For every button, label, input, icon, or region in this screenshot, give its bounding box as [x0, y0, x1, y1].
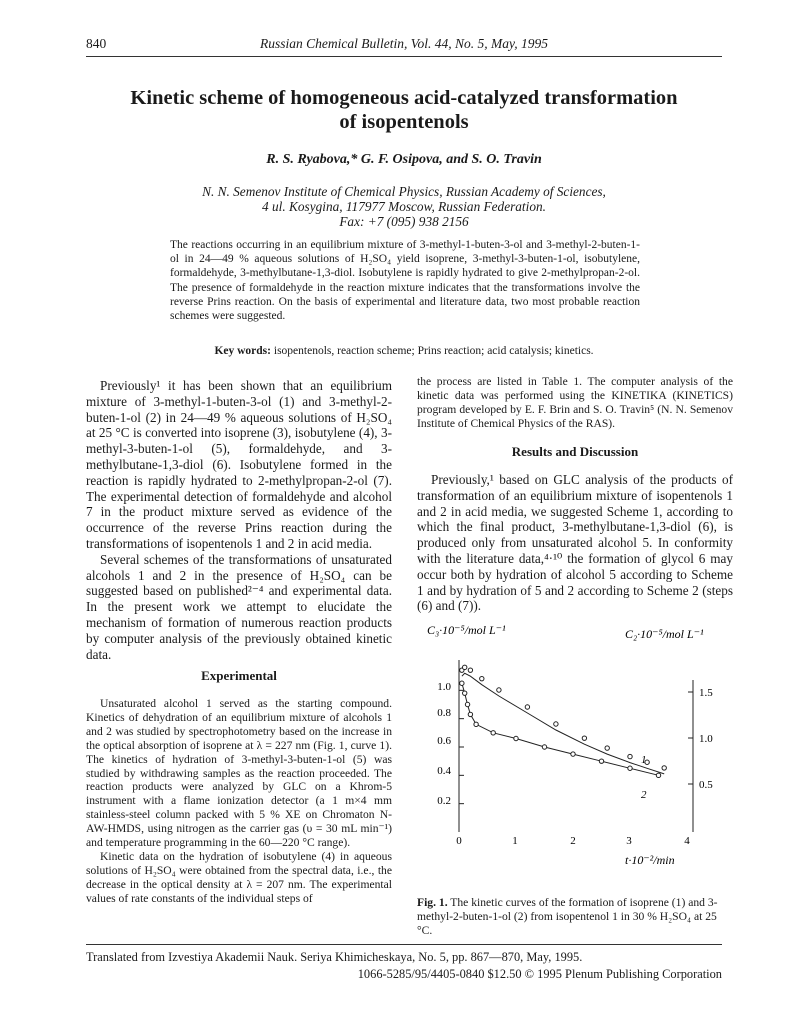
left-tick-label: 0.2 — [437, 795, 451, 807]
affiliation-line: 4 ul. Kosygina, 117977 Moscow, Russian Federation. — [262, 199, 546, 214]
data-point-series-2 — [491, 731, 495, 735]
keywords — [86, 345, 722, 357]
right-tick-label: 1.0 — [699, 733, 713, 745]
section-heading-results: Results and Discussion — [511, 444, 639, 459]
left-tick-marks — [459, 690, 464, 803]
translation-note: Translated from Izvestiya Akademii Nauk. Seriya Khimicheskaya, No. 5, pp. 867—870, May, 1995. — [86, 950, 583, 964]
data-point-series-2 — [571, 752, 575, 756]
x-tick-label: 3 — [626, 835, 632, 847]
data-point-series-2 — [463, 691, 467, 695]
curve-1-points — [460, 665, 667, 770]
left-axis-label: C₃·10⁻⁵/mol L⁻¹ — [427, 623, 506, 637]
body-paragraph: Kinetic data on the hydration of isobutylene (4) in aqueous solutions of H₂SO₄ were obtained from the spectral data, i.e., the decrease in the optical density at λ = 207 nm. The experimental values of rate constants of the individual steps of — [86, 849, 392, 905]
page-number: 840 — [86, 36, 107, 51]
body-paragraph: Unsaturated alcohol 1 served as the starting compound. Kinetics of dehydration of an equilibrium mixture of alcohols 1 and 2 was studied by spectrophotometry based on the increase in the optical absorption of isoprene at λ = 227 nm (Fig. 1, curve 1). The kinetics of hydration of 3-methyl-3-buten-1-ol (5) was studied by withdrawing samples as the reaction proceeded. The reaction products were analyzed by GLC on a Khrom-5 instrument with a flame ionization detector (a 1 m×4 mm stainless-steel column packed with 5 % XE on Chromaton N-AW-HMDS, using nitrogen as the carrier gas (υ = 30 mL min⁻¹) and temperature programming in the 60—220 °C range). — [86, 697, 392, 850]
authors: R. S. Ryabova,* G. F. Osipova, and S. O. Travin — [266, 152, 542, 167]
caption-label: Fig. 1. — [417, 896, 448, 909]
copyright-line: 1066-5285/95/4405-0840 $12.50 © 1995 Plenum Publishing Corporation — [357, 967, 722, 981]
data-point-series-2 — [465, 702, 469, 706]
kinetic-curves-chart — [417, 618, 737, 894]
section-heading-experimental: Experimental — [201, 668, 277, 683]
data-point-series-2 — [474, 722, 478, 726]
data-point-series-2 — [599, 759, 603, 763]
data-point-series-1 — [662, 766, 666, 770]
running-header — [86, 34, 722, 57]
footer-rule — [86, 944, 722, 945]
body-paragraph: Previously,¹ based on GLC analysis of the products of transformation of an equilibrium mixture of isopentenols 1 and 2 in acid media, we suggested Scheme 1, according to which the final product, 3-methylbutane-1,3-diol (6), is produced only from unsaturated alcohol 5. In conformity with the literature data,⁴·¹⁰ the formation of glycol 6 may occur both by hydration of alcohol 5 according to Scheme 1 and by hydration of 5 and 2 according to Scheme 2 (steps (6) and (7)). — [417, 472, 733, 614]
affiliation-line: N. N. Semenov Institute of Chemical Physics, Russian Academy of Sciences, — [202, 184, 606, 199]
figure-caption — [417, 896, 733, 938]
data-point-series-2 — [656, 773, 660, 777]
data-point-series-1 — [582, 736, 586, 740]
curve-1-label: 1 — [641, 754, 647, 766]
data-point-series-2 — [628, 766, 632, 770]
left-column-intro — [86, 378, 392, 662]
left-tick-label: 0.4 — [437, 765, 451, 777]
x-tick-label: 4 — [684, 835, 690, 847]
affiliation — [86, 184, 722, 229]
x-tick-label: 2 — [570, 835, 576, 847]
affiliation-line: Fax: +7 (095) 938 2156 — [339, 214, 469, 229]
right-axis-label: C₂·10⁻⁵/mol L⁻¹ — [625, 627, 704, 641]
journal-citation: Russian Chemical Bulletin, Vol. 44, No. 5, May, 1995 — [260, 36, 548, 51]
right-tick-marks — [688, 692, 693, 784]
right-tick-label: 0.5 — [699, 779, 713, 791]
keywords-label: Key words: — [214, 345, 271, 357]
data-point-series-2 — [514, 736, 518, 740]
left-tick-label: 1.0 — [437, 681, 451, 693]
curve-2-label: 2 — [641, 789, 647, 801]
paper-title — [86, 86, 722, 134]
curve-2-line — [462, 683, 659, 775]
data-point-series-1 — [628, 754, 632, 758]
abstract: The reactions occurring in an equilibrium mixture of 3-methyl-1-buten-3-ol and 3-methyl-2-buten-1-ol in 24—49 % aqueous solutions of H₂SO₄ yield isoprene, 3-methyl-3-buten-1-ol, isobutylene, formaldehyde, 3-methylbutane-1,3-diol. Isobutylene is rapidly hydrated to give 2-methylpropan-2-ol. The presence of formaldehyde in the reaction mixture indicates that the transformations involve the reverse Prins reaction. On the basis of experimental and literature data, two most probable reaction schemes were suggested. — [170, 239, 640, 323]
caption-text: The kinetic curves of the formation of isoprene (1) and 3-methyl-2-buten-1-ol (2) from isopentenol 1 in 30 % H₂SO₄ at 25 °C. — [417, 896, 718, 937]
data-point-series-1 — [605, 746, 609, 750]
x-tick-label: 0 — [456, 835, 462, 847]
data-point-series-1 — [554, 722, 558, 726]
body-paragraph: Previously¹ it has been shown that an equilibrium mixture of 3-methyl-1-buten-3-ol (1) and 3-methyl-2-buten-1-ol (2) in 24—49 % aqueous solutions of H₂SO₄ at 25 °C is converted into isoprene (3), isobutylene (4), 3-methyl-3-buten-1-ol (5), formaldehyde, and 3-methylbutane-1,3-diol (6). Isobutylene formed in the reaction is rapidly hydrated to 2-methylpropan-2-ol (7). The experimental detection of formaldehyde and alcohol 7 in the product mixture served as evidence of the occurrence of the reverse Prins reaction during the transformations of isopentenols 1 and 2 in acid media. — [86, 378, 392, 551]
left-tick-label: 0.6 — [437, 735, 451, 747]
title-line: Kinetic scheme of homogeneous acid-catalyzed transformation — [130, 87, 678, 109]
data-point-series-1 — [468, 668, 472, 672]
x-axis-label: t·10⁻²/min — [625, 853, 675, 867]
body-paragraph: Several schemes of the transformations of unsaturated alcohols 1 and 2 in the presence of H₂SO₄ can be suggested based on published²⁻⁴ and experimental data. In the present work we attempt to elucidate the mechanism of formation of numerous reaction products by computer analysis of the previously obtained kinetic data. — [86, 551, 392, 662]
body-paragraph: the process are listed in Table 1. The computer analysis of the kinetic data was performed using the KINETIKA (KINETICS) program developed by E. F. Brin and S. O. Travin⁵ (N. N. Semenov Institute of Chemical Physics of the RAS). — [417, 375, 733, 430]
right-column-intro — [417, 375, 733, 431]
data-point-series-2 — [460, 681, 464, 685]
right-column-results — [417, 472, 733, 614]
curve-1-line — [462, 673, 664, 774]
keywords-text: isopentenols, reaction scheme; Prins reaction; acid catalysis; kinetics. — [273, 345, 594, 357]
title-line: of isopentenols — [339, 111, 469, 133]
data-point-series-1 — [497, 688, 501, 692]
right-tick-label: 1.5 — [699, 687, 713, 699]
data-point-series-1 — [525, 705, 529, 709]
left-tick-label: 0.8 — [437, 707, 451, 719]
data-point-series-1 — [480, 676, 484, 680]
data-point-series-1 — [463, 665, 467, 669]
x-tick-label: 1 — [512, 835, 518, 847]
data-point-series-2 — [542, 745, 546, 749]
data-point-series-2 — [468, 712, 472, 716]
left-column-experimental — [86, 697, 392, 906]
